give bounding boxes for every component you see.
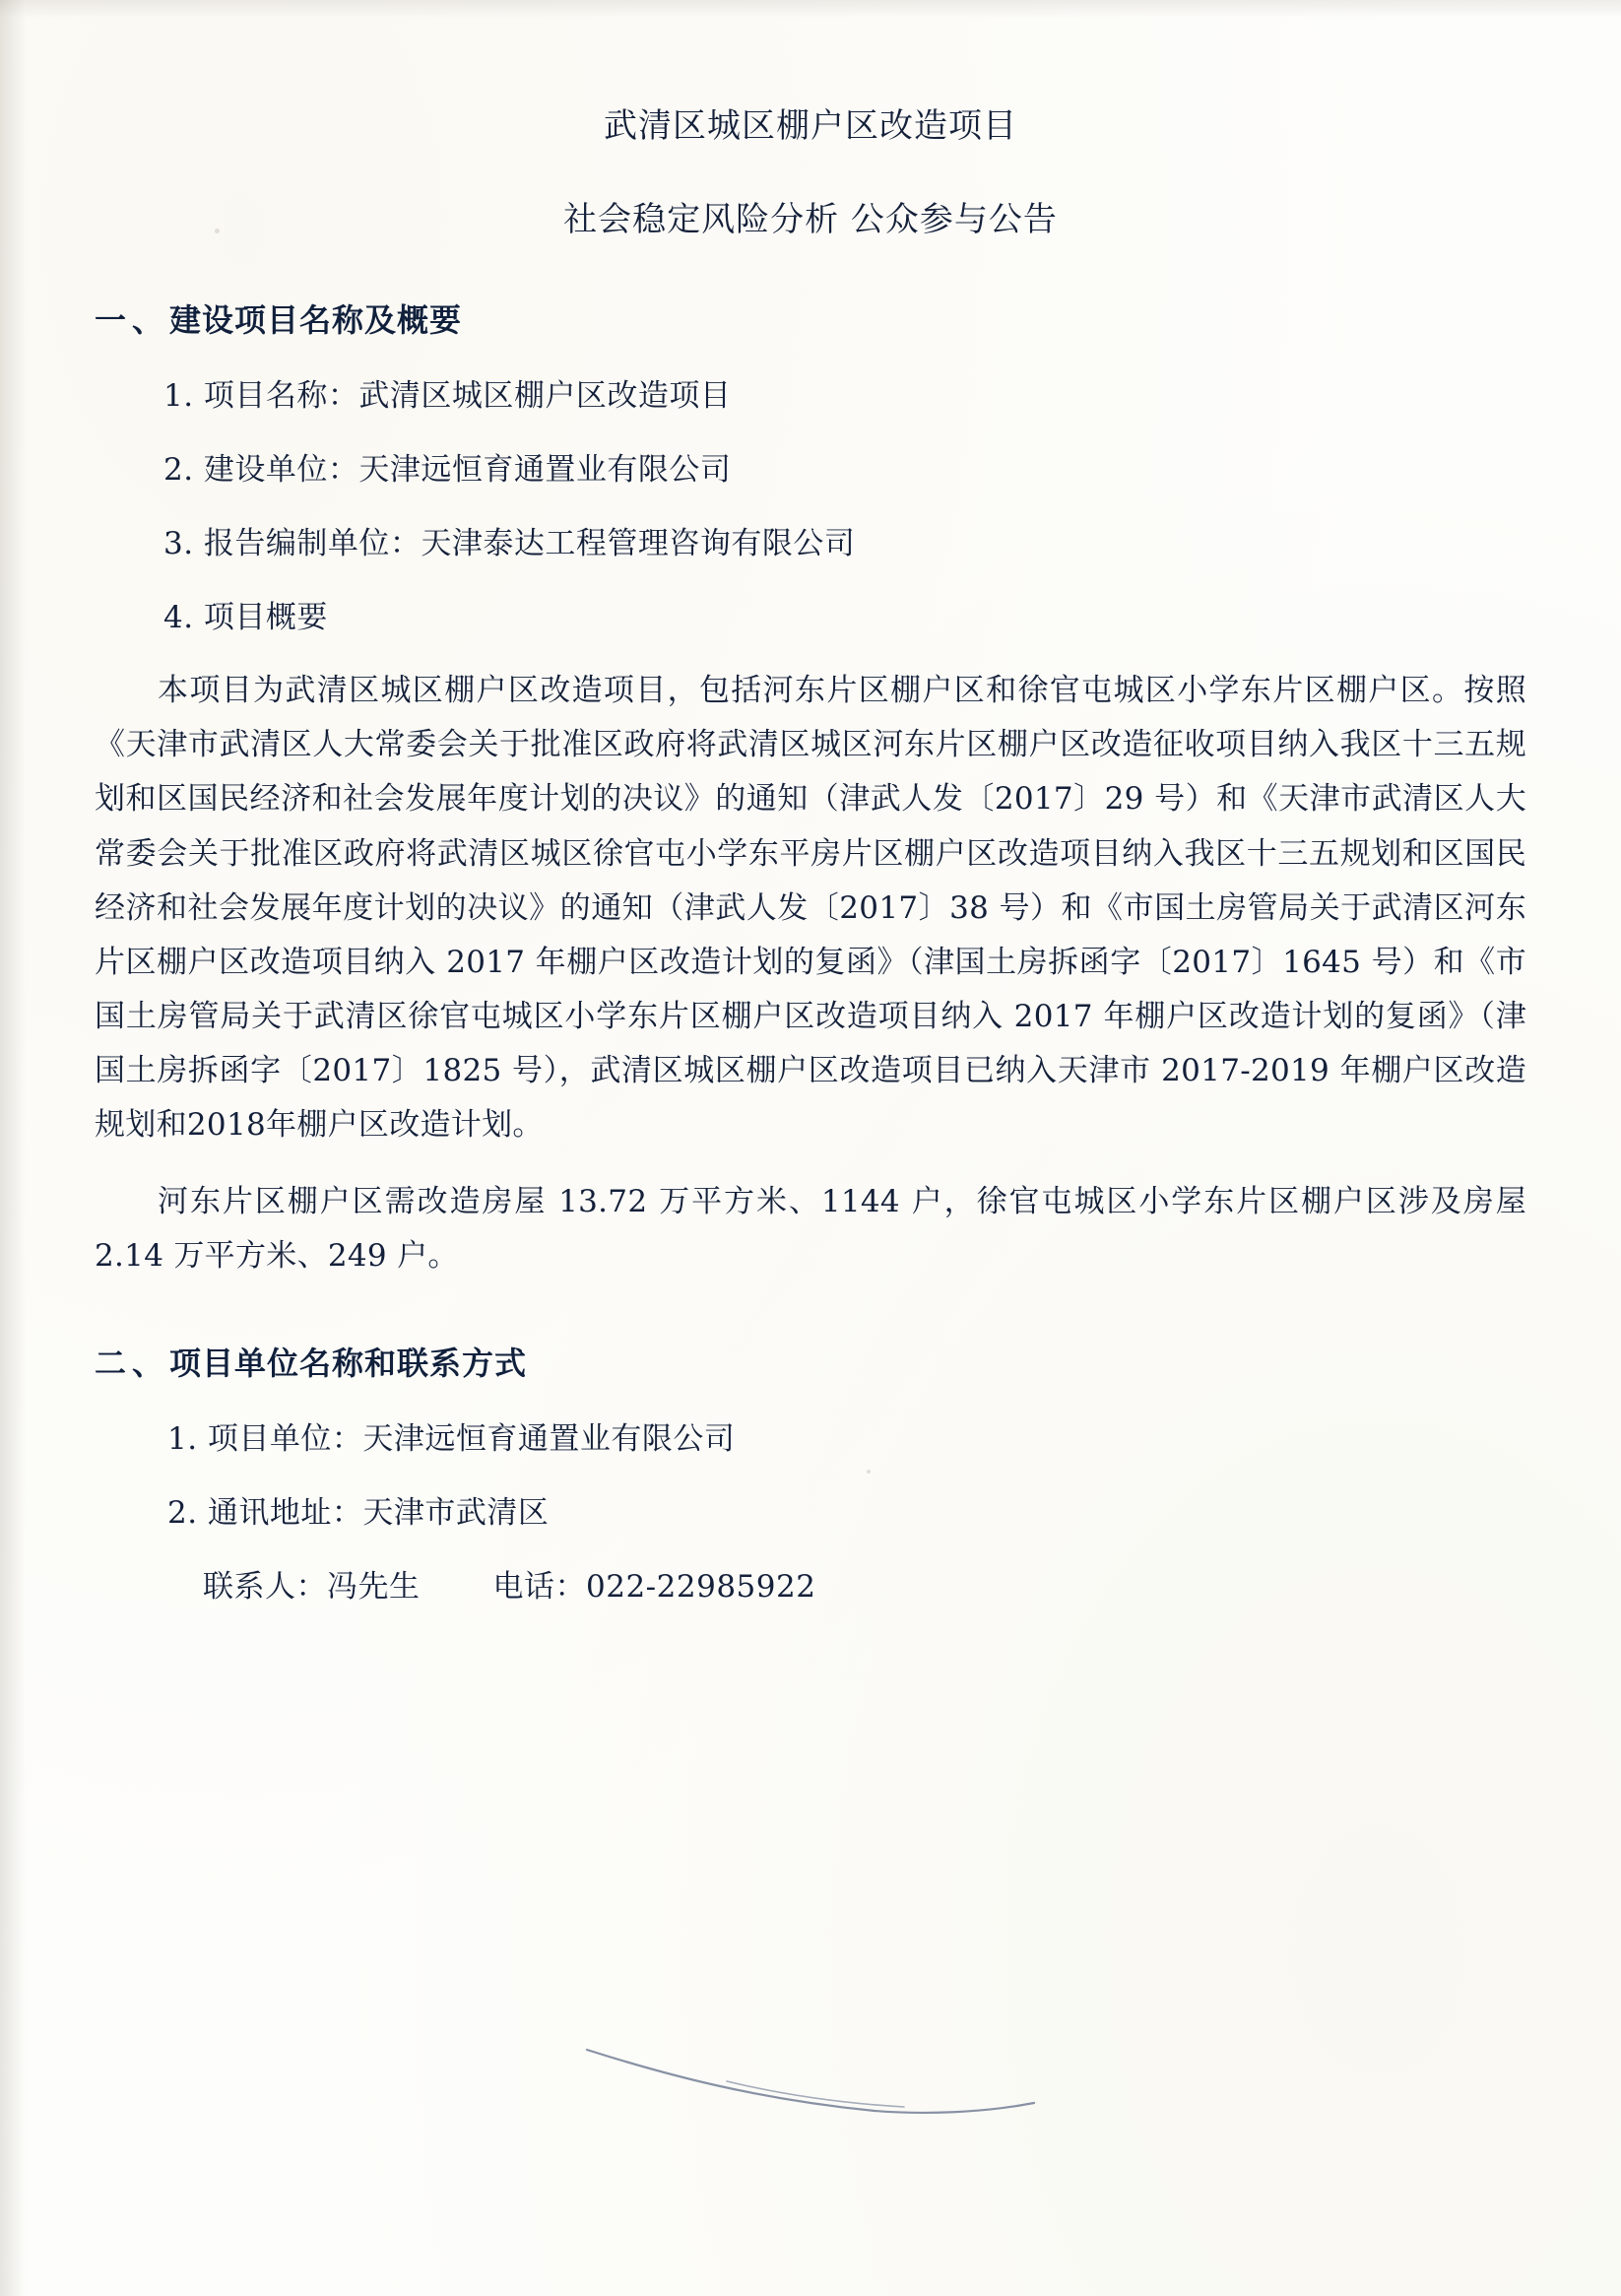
page-edge-shading-left <box>0 0 26 2296</box>
document-title-line-1: 武清区城区棚户区改造项目 <box>604 106 1017 146</box>
contact-line <box>95 1561 1526 1606</box>
contact-person: 联系人：冯先生 <box>203 1568 421 1605</box>
section-heading-1 <box>95 295 1526 341</box>
section-heading-2-text: 项目单位名称和联系方式 <box>169 1344 528 1382</box>
section-heading-1-number: 一、 <box>95 301 170 339</box>
paragraph-housing-figures: 河东片区棚户区需改造房屋 13.72 万平方米、1144 户，徐官屯城区小学东片区棚户区涉及房屋 2.14 万平方米、249 户。 <box>95 1183 1526 1274</box>
list-item: 2. 建设单位：天津远恒育通置业有限公司 <box>163 452 732 488</box>
section-heading-2-number: 二、 <box>95 1344 170 1382</box>
document-title-line-2: 社会稳定风险分析 公众参与公告 <box>563 200 1058 239</box>
section-heading-2 <box>95 1339 1526 1384</box>
list-item: 4. 项目概要 <box>163 600 328 635</box>
contact-phone: 电话：022-22985922 <box>492 1568 816 1605</box>
section-heading-1-text: 建设项目名称及概要 <box>169 301 463 339</box>
handwritten-flourish-mark <box>579 2042 1042 2121</box>
list-item: 2. 通讯地址：天津市武清区 <box>167 1494 550 1531</box>
list-item: 1. 项目名称：武清区城区棚户区改造项目 <box>163 378 732 414</box>
list-item: 1. 项目单位：天津远恒育通置业有限公司 <box>167 1420 736 1457</box>
paragraph-project-overview: 本项目为武清区城区棚户区改造项目，包括河东片区棚户区和徐官屯城区小学东片区棚户区。按照《天津市武清区人大常委会关于批准区政府将武清区城区河东片区棚户区改造征收项目纳入我区十三五规划和区国民经济和社会发展年度计划的决议》的通知（津武人发〔2017〕29 号）和《天津市武清区人大常委会关于批准区政府将武清区城区徐官屯小学东平房片区棚户区改造项目纳入我区十三五规划和区国民经济和社会发展年度计划的决议》的通知（津武人发〔2017〕38 号）和《市国土房管局关于武清区河东片区棚户区改造项目纳入 2017 年棚户区改造计划的复函》（津国土房拆函字〔2017〕1645 号）和《市国土房管局关于武清区徐官屯城区小学东片区棚户区改造项目纳入 2017 年棚户区改造计划的复函》（津国土房拆函字〔2017〕1825 号），武清区城区棚户区改造项目已纳入天津市 2017-2019 年棚户区改造规划和2018年棚户区改造计划。 <box>95 673 1526 1144</box>
list-item: 3. 报告编制单位：天津泰达工程管理咨询有限公司 <box>163 526 856 561</box>
document-body <box>95 0 1526 1606</box>
